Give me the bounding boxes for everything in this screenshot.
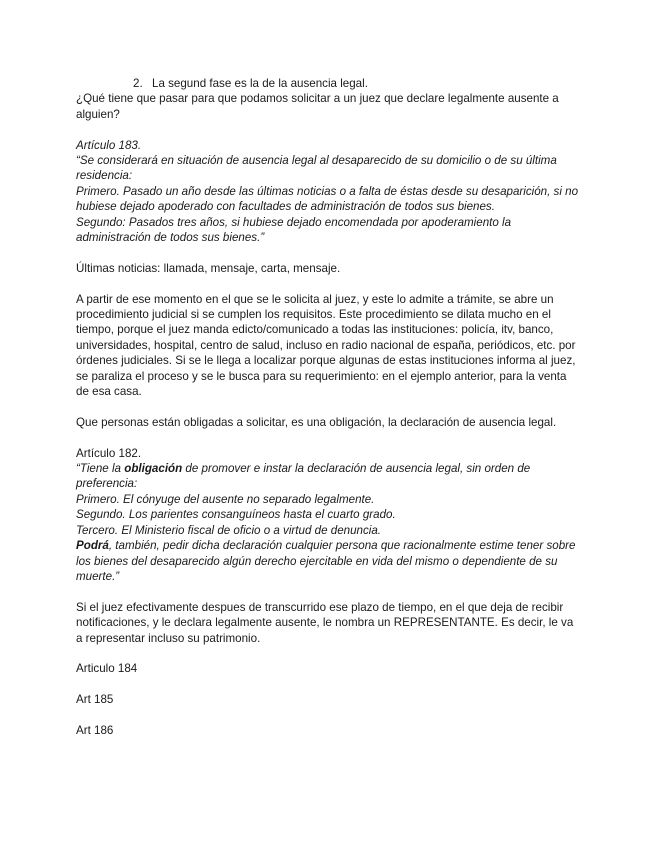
article-183-second: Segundo: Pasados tres años, si hubiese dejado encomendada por apoderamiento la administración de todos sus bienes.” bbox=[76, 215, 512, 245]
list-number: 2. bbox=[133, 77, 143, 90]
article-183-first: Primero. Pasado un año desde las últimas noticias o a falta de éstas desde su desaparición, si no hubiese dejado apoderado con facultades de administración de todos sus bienes. bbox=[76, 184, 579, 214]
article-183-title: Artículo 183. bbox=[76, 138, 142, 152]
article-182-third: Tercero. El Ministerio fiscal de oficio o a virtud de denuncia. bbox=[76, 523, 382, 537]
spacer bbox=[76, 677, 581, 692]
article-184-heading: Articulo 184 bbox=[76, 662, 138, 676]
article-182-podra bbox=[76, 538, 581, 584]
obligadas-paragraph: Que personas están obligadas a solicitar, es una obligación, la declaración de ausencia legal. bbox=[76, 415, 557, 429]
article-182-podra-bold: Podrá bbox=[76, 539, 109, 553]
representante-paragraph: Si el juez efectivamente despues de transcurrido ese plazo de tiempo, en el que deja de recibir notificaciones, y le declara legalmente ausente, le nombra un REPRESENTANTE. Es decir, le va a representar incluso su patrimonio. bbox=[76, 600, 574, 645]
article-182-intro-post: de promover e instar la declaración de ausencia legal, sin orden de preferencia: bbox=[76, 462, 531, 491]
article-183-intro: “Se considerará en situación de ausencia legal al desaparecido de su domicilio o de su última residencia: bbox=[76, 154, 557, 183]
spacer bbox=[76, 122, 581, 137]
article-182-title: Artículo 182. bbox=[76, 446, 142, 460]
spacer bbox=[76, 646, 581, 661]
article-182-quote bbox=[76, 461, 581, 584]
document-page bbox=[76, 76, 581, 738]
list-item bbox=[76, 76, 581, 91]
article-182-second: Segundo. Los parientes consanguíneos hasta el cuarto grado. bbox=[76, 508, 396, 522]
article-182-intro bbox=[76, 461, 581, 492]
spacer bbox=[76, 430, 581, 445]
spacer bbox=[76, 399, 581, 414]
article-183-quote bbox=[76, 138, 581, 246]
spacer bbox=[76, 276, 581, 291]
article-182-podra-text: , también, pedir dicha declaración cualquier persona que racionalmente estime tener sobre los bienes del desaparecido algún derecho ejercitable en vida del mismo o dependiente de su muerte.” bbox=[76, 539, 576, 583]
question-paragraph: ¿Qué tiene que pasar para que podamos solicitar a un juez que declare legalmente ausente a alguien? bbox=[76, 92, 559, 121]
list-item-text: La segund fase es la de la ausencia legal. bbox=[152, 77, 368, 90]
procedimiento-paragraph: A partir de ese momento en el que se le solicita al juez, y este lo admite a trámite, se abre un procedimiento judicial si se cumplen los requisitos. Este procedimiento se dilata mucho en el tiempo, porque el juez manda edicto/comunicado a todas las instituciones: policía, itv, banco, universidades, hospital, centro de salud, incluso en radio nacional de españa, periódicos, etc. por órdenes judiciales. Si se le llega a localizar porque algunas de estas instituciones informa al juez, se paraliza el proceso y se le busca para su requerimiento: en el ejemplo anterior, para la venta de esa casa. bbox=[76, 292, 576, 399]
article-182-first: Primero. El cónyuge del ausente no separado legalmente. bbox=[76, 492, 375, 506]
spacer bbox=[76, 708, 581, 723]
article-185-heading: Art 185 bbox=[76, 693, 114, 707]
article-182-obligacion: obligación bbox=[124, 462, 183, 476]
article-182-intro-pre: “Tiene la bbox=[76, 462, 125, 476]
spacer bbox=[76, 245, 581, 260]
article-186-heading: Art 186 bbox=[76, 723, 114, 737]
ultimas-noticias-paragraph: Últimas noticias: llamada, mensaje, carta, mensaje. bbox=[76, 261, 341, 275]
spacer bbox=[76, 584, 581, 599]
